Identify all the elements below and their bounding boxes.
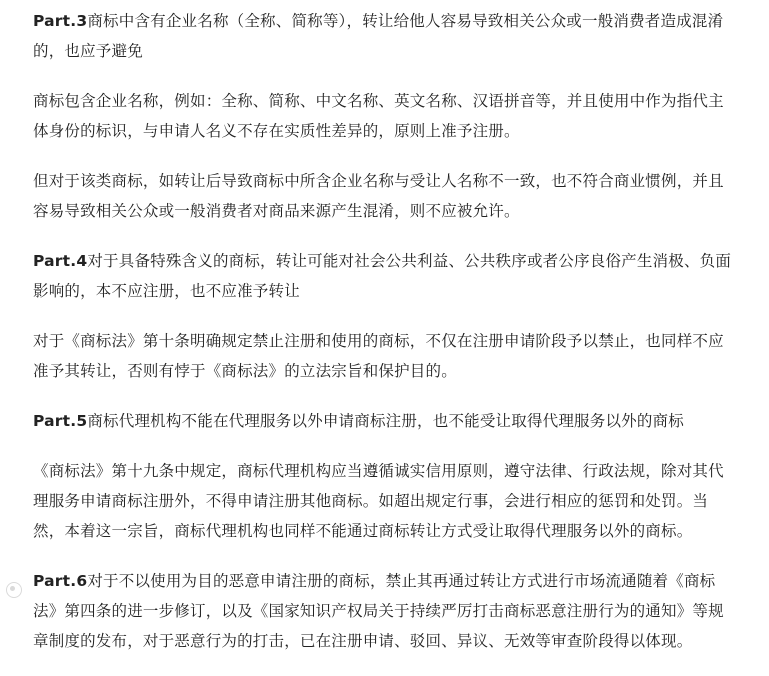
paragraph: 商标包含企业名称，例如：全称、简称、中文名称、英文名称、汉语拼音等，并且使用中作为指代主体身份的标识，与申请人名义不存在实质性差异的，原则上准予注册。	[33, 92, 724, 140]
section-part-6	[33, 566, 733, 656]
section-heading: 商标中含有企业名称（全称、简称等），转让给他人容易导致相关公众或一般消费者造成混淆的，也应予避免	[33, 12, 724, 60]
section-part-5	[33, 406, 733, 436]
part-label: Part.3	[33, 12, 88, 30]
section-part-4	[33, 246, 733, 306]
section-part-3	[33, 6, 733, 66]
section-heading: 商标代理机构不能在代理服务以外申请商标注册，也不能受让取得代理服务以外的商标	[87, 412, 684, 430]
paragraph: 对于《商标法》第十条明确规定禁止注册和使用的商标，不仅在注册申请阶段予以禁止，也同样不应准予其转让，否则有悖于《商标法》的立法宗旨和保护目的。	[33, 332, 724, 380]
part-label: Part.5	[33, 412, 88, 430]
part-label: Part.4	[33, 252, 88, 270]
part-label: Part.6	[33, 572, 88, 590]
paragraph: 但对于该类商标，如转让后导致商标中所含企业名称与受让人名称不一致，也不符合商业惯例，并且容易导致相关公众或一般消费者对商品来源产生混淆，则不应被允许。	[33, 172, 724, 220]
brand-logo-icon	[6, 582, 22, 598]
section-heading: 对于不以使用为目的恶意申请注册的商标，禁止其再通过转让方式进行市场流通随着《商标法》第四条的进一步修订，以及《国家知识产权局关于持续严厉打击商标恶意注册行为的通知》等规章制度的发布，对于恶意行为的打击，已在注册申请、驳回、异议、无效等审查阶段得以体现。	[33, 572, 724, 650]
watermark	[6, 582, 22, 598]
paragraph: 《商标法》第十九条中规定，商标代理机构应当遵循诚实信用原则，遵守法律、行政法规，除对其代理服务申请商标注册外，不得申请注册其他商标。如超出规定行事，会进行相应的惩罚和处罚。当然，本着这一宗旨，商标代理机构也同样不能通过商标转让方式受让取得代理服务以外的商标。	[33, 462, 724, 540]
article-body	[33, 6, 733, 676]
section-heading: 对于具备特殊含义的商标，转让可能对社会公共利益、公共秩序或者公序良俗产生消极、负面影响的，本不应注册，也不应准予转让	[33, 252, 732, 300]
